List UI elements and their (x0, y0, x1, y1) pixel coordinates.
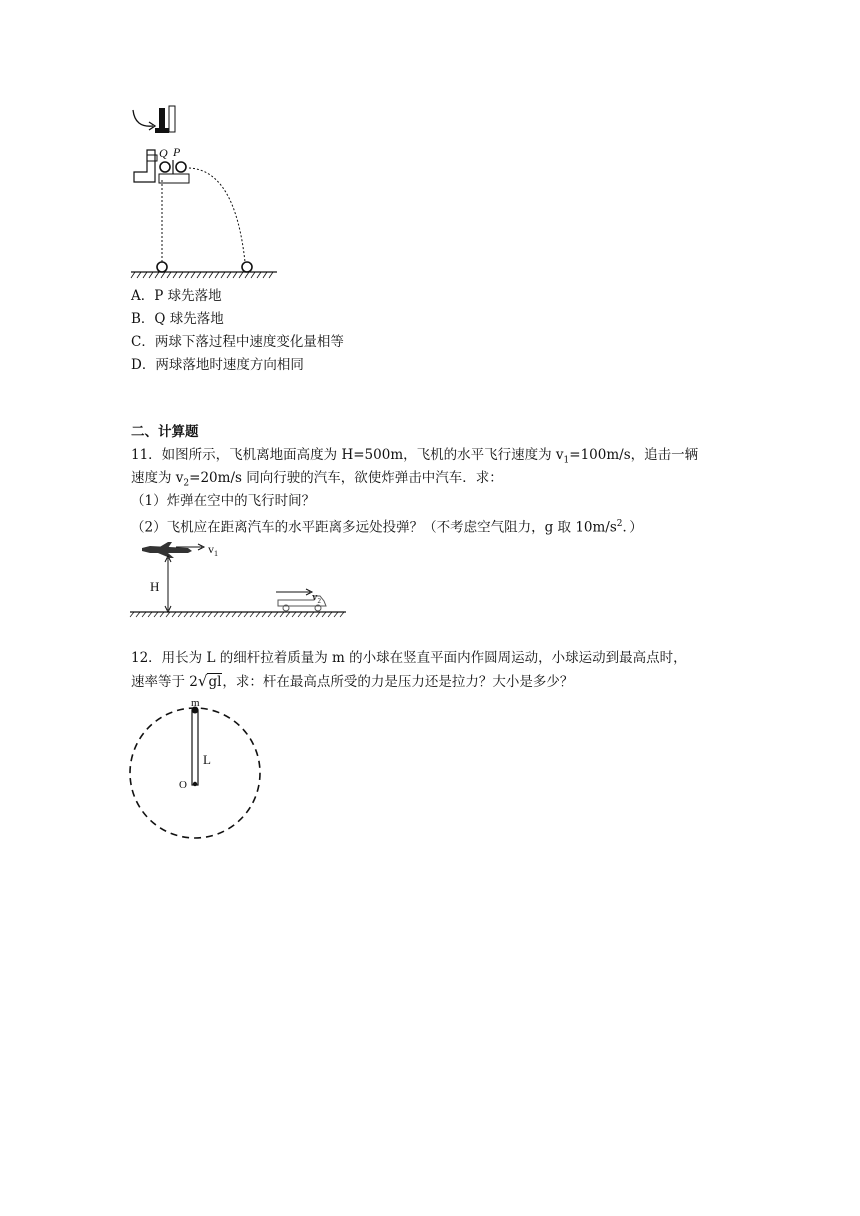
figure-q10 (125, 100, 295, 285)
q12-line-2: 速率等于 2√gl，求：杆在最高点所受的力是压力还是拉力？大小是多少？ (131, 672, 574, 690)
section-title: 二、计算题 (131, 424, 199, 440)
rod (192, 710, 198, 785)
option-b: B．Q 球先落地 (131, 311, 224, 327)
figure-q11 (128, 538, 350, 620)
label-m: m (191, 698, 200, 709)
sqrt-radicand: gl (208, 674, 222, 690)
ball-p-landed (242, 262, 252, 272)
label-v2: $v_2$ (312, 591, 321, 605)
label-p: P (173, 145, 181, 159)
q12-line-1: 12．用长为 L 的细杆拉着质量为 m 的小球在竖直平面内作圆周运动，小球运动到最高点时， (131, 650, 687, 666)
ball-p (176, 162, 186, 172)
label-v1: $v_1$ (208, 542, 218, 558)
label-o: O (179, 779, 187, 791)
label-l: L (203, 752, 211, 767)
q11-line-2: 速度为 $v_2=20m/s$ 同向行驶的汽车，欲使炸弹击中汽车．求： (131, 470, 503, 489)
ball-q (160, 162, 170, 172)
sqrt-symbol: √ (197, 672, 208, 690)
q11-line-1: 11．如图所示，飞机离地面高度为 H=500m，飞机的水平飞行速度为 $v_1=100m/s$，追击一辆 (131, 447, 699, 466)
q11-part-2: （2）飞机应在距离汽车的水平距离多远处投弹？（不考虑空气阻力，g 取 $10m/s^2$．） (131, 519, 643, 536)
figure-q12 (125, 698, 270, 843)
pivot-o (193, 782, 197, 786)
label-h: H (150, 579, 160, 594)
option-a: A．P 球先落地 (131, 288, 222, 304)
q11-part-1: （1）炸弹在空中的飞行时间？ (131, 493, 316, 509)
label-q: Q (159, 146, 168, 160)
ball-q-landed (157, 262, 167, 272)
option-c: C．两球下落过程中速度变化量相等 (131, 334, 344, 350)
curved-arrow-icon (133, 110, 153, 126)
option-d: D．两球落地时速度方向相同 (131, 357, 304, 373)
path-p (189, 168, 245, 262)
